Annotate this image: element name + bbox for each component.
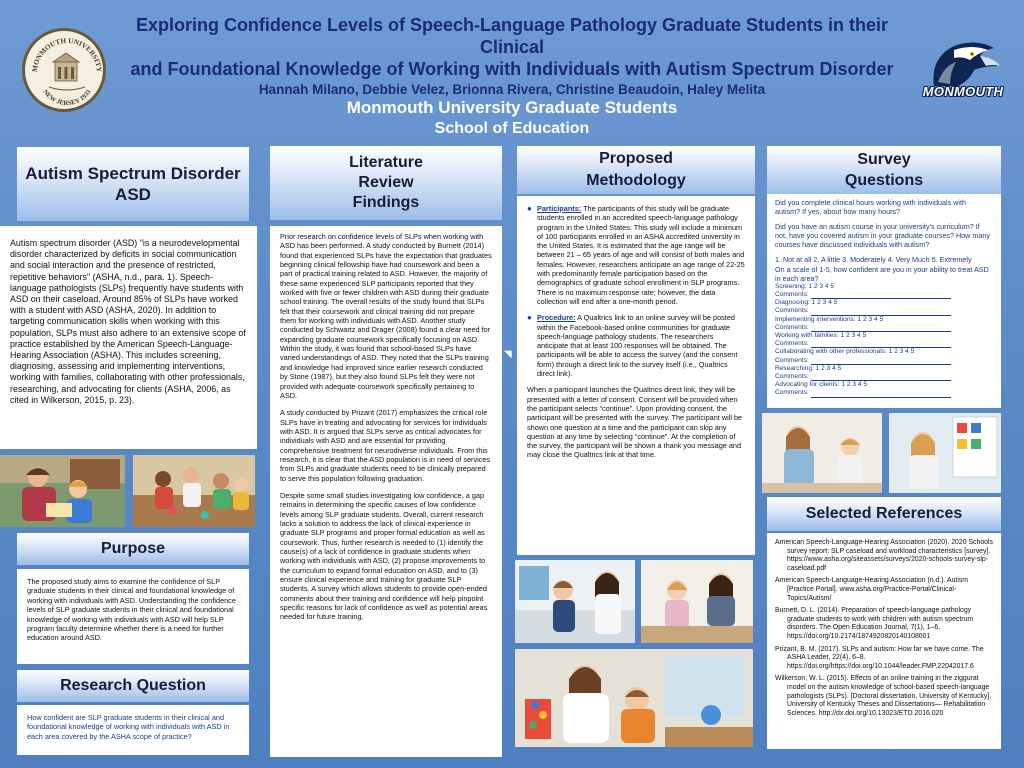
participants-label: Participants: — [537, 204, 582, 213]
bullet-icon: ● — [527, 313, 532, 323]
rating-area-5: Collaborating with other professionals: 1 2 3 4 5 — [775, 348, 915, 356]
asd-section-heading — [17, 147, 249, 221]
methodology-heading-line-1: Proposed — [599, 150, 673, 167]
poster-title-line-1: Exploring Confidence Levels of Speech-Language Pathology Graduate Students in their Clinical — [135, 15, 889, 57]
comments-label: Comments: — [775, 356, 809, 364]
svg-text:NEW JERSEY 1933 — [41, 88, 93, 107]
comments-row — [775, 291, 993, 299]
comments-label: Comments: — [775, 389, 809, 397]
comments-row — [775, 373, 993, 381]
purpose-section-heading: Purpose — [17, 533, 249, 565]
reference-item: American Speech-Language-Hearing Association (2020). 2020 Schools survey report: SLP caseload and workload characteristics [survey]. https://www.asha.org/siteassets/surveys/2020-schools-survey-slp-caseload.pdf — [775, 539, 993, 572]
literature-paragraph-2: A study conducted by Prizant (2017) emphasizes the critical role SLPs have in treating and advocating for services for individuals with ASD. It is argued that SLPs serve as critical advocates for individuals with ASD and are essential for providing comprehensive treatment for neurodiverse individuals. From this research, it is clear that the ASD population is in need of services from SLPs and graduate students need to be clinically prepared to serve this population following graduation. — [280, 408, 491, 483]
methodology-heading — [517, 146, 755, 194]
survey-heading-line-2: Questions — [844, 172, 924, 189]
participants-text: The participants of this study will be graduate students enrolled in an accredited speech-language pathology program in the United States. This study will include a minimum of 100 participants enrolled in an ASHA accredited university in the United States. It is estimated that the age range will be between 21 – 65 years of age and will consist of both males and females. However, researchers anticipate an age range of 22-25 with predominantly female participation based on the demographics of graduate school enrollment in SLP programs. There is no maximum response rate; however, the data collection will end after a one-month period. — [537, 204, 745, 306]
comments-row — [775, 340, 993, 348]
photo-girl-with-toys — [889, 413, 1001, 493]
literature-paragraph-3: Despite some small studies investigating low confidence, a gap remains in determining the specific causes of low confidence levels among SLP graduate students. Overall, current research lacks a solution to address the lack of clinical experience in graduate SLP programs and proper formal education as well as coursework. Thus, further research is needed to (1) identify the cause(s) of a lack of confidence in graduate students when working with individuals with ASD, (2) propose improvements to the curriculum to expand formal education on ASD, and to (3) ensure clinical experience and training for graduate SLP students. A survey which allows students to provide open-ended comments about their training and confidence will help pinpoint specific reasons for lack of confidence as well as potential areas needed for future training. — [280, 490, 488, 622]
literature-paragraph-1: Prior research on confidence levels of SLPs when working with ASD has been performed. A study conducted by Burnett (2014) found that experienced SLPs have the expectation that graduates beginning clinical fellowship have had coursework and been a part of practical training related to ASD. However, the majority of these same experienced SLP participants reported that they worked with five or fewer children with ASD during their graduate school training. The overall results of the study found that SLPs felt that their coursework and clinical training did not prepare them for working with individuals with ASD. Another study conducted by Schwartz and Drager (2008) found a clear need for expanding graduate coursework specifically focusing on ASD. Within the study, it was found that school-based SLPs have varied understandings of ASD. They noted that the SLPs training and knowledge had improved since earlier research conducted by Stone (1987), but they also found SLPs felt they were not provided with adequate coursework specifically pertaining to ASD. — [280, 232, 492, 400]
rating-area-3: Implementing interventions: 1 2 3 4 5 — [775, 315, 884, 323]
seal-text-bottom: NEW JERSEY 1933 — [41, 88, 93, 108]
comments-label: Comments: — [775, 372, 809, 380]
monmouth-hawk-logo — [914, 36, 1010, 106]
research-question-heading: Research Question — [17, 670, 249, 702]
comments-row — [775, 324, 993, 332]
literature-review-body — [270, 226, 502, 757]
photo-child-at-table — [641, 560, 753, 643]
literature-heading-line-1: Literature — [349, 154, 423, 171]
rating-area-6: Researching: 1 2 3 4 5 — [775, 364, 842, 372]
asd-heading-line-1: Autism Spectrum Disorder — [25, 164, 241, 183]
survey-question-2: Did you have an autism course in your university's curriculum? If not, have you covered autism in your graduate courses? How many courses have discussed individuals with autism? — [775, 222, 990, 250]
methodology-item-participants — [527, 204, 745, 306]
photo-therapist-child — [515, 560, 635, 643]
photo-therapy-session — [762, 413, 882, 493]
rating-area-2: Diagnosing: 1 2 3 4 5 — [775, 299, 838, 307]
comments-row — [775, 389, 993, 397]
methodology-list — [527, 204, 745, 378]
logo-wordmark: MONMOUTH — [922, 84, 1004, 99]
university-seal — [22, 28, 106, 112]
reference-item: Burnett, D. L. (2014). Preparation of speech-language pathology graduate students to work with children with autism spectrum disorders. The Open Education Journal, 7(1), 1–6. https://doi.org/10.2174/1874920820140108001 — [775, 607, 974, 640]
survey-questions-heading — [767, 146, 1001, 194]
asd-heading-line-2: ASD — [115, 185, 151, 204]
photo-children-reading — [0, 455, 125, 527]
methodology-closing: When a participant launches the Qualtrics direct link, they will be presented with a letter of consent. Consent will be provided when the participant selects “continue”. Upon providing consent, the participant will be presented with the survey. The participant will be shown one question at a time and the participant can skip any question at any time by selecting “continue”. At the completion of the survey, the participant will be shown a thank you message and may close the Qualtrics link at that time. — [527, 385, 743, 460]
survey-heading-line-1: Survey — [857, 151, 911, 168]
references-heading: Selected References — [767, 497, 1001, 531]
comments-label: Comments: — [775, 340, 809, 348]
survey-questions-body — [767, 194, 1001, 408]
rating-prompt: On a scale of 1-5, how confident are you in your ability to treat ASD in each area? — [775, 264, 989, 283]
literature-review-heading — [270, 146, 502, 220]
comments-row — [775, 357, 993, 365]
literature-heading-line-3: Findings — [352, 194, 420, 211]
author-list: Hannah Milano, Debbie Velez, Brionna Rivera, Christine Beaudoin, Haley Melita — [258, 82, 766, 97]
poster-header — [110, 14, 914, 139]
organization-line-2: School of Education — [434, 120, 590, 137]
comments-label: Comments: — [775, 307, 809, 315]
methodology-heading-line-2: Methodology — [586, 172, 686, 189]
methodology-body — [517, 196, 755, 555]
photo-teacher-and-boy — [515, 649, 753, 747]
reference-item: Wilkerson, W. L. (2015). Effects of an online training in the ziggurat model on the autism knowledge of school-based speech-language pathologists (SLPs). [Doctoral dissertation, University of Kentucky]. University of Kentucky Theses and Dissertations— Rehabilitation Sciences. http://dx.doi.org/10.13023/ETD.2016.020 — [775, 675, 992, 717]
survey-question-1: Did you complete clinical hours working with individuals with autism? If yes, about how many hours? — [775, 198, 966, 217]
references-body — [767, 533, 1001, 749]
purpose-section-body: The proposed study aims to examine the confidence of SLP graduate students in their clinical and foundational knowledge of working with individuals with ASD. Understanding the confidence levels of SLP graduate students in their clinical and foundational knowledge of working with individuals with ASD will help SLP program faculty determine whether there is a need for further education around ASD. — [17, 569, 249, 664]
procedure-text: A Qualtrics link to an online survey will be posted within the Facebook-based online communities for graduate speech-language pathology students. The researchers anticipate that at least 100 responses will be obtained. The participants will be able to access the survey (and the consent form) through a direct link to the survey itself (i.e., Qualtrics direct link). — [537, 313, 738, 379]
photo-classroom-group — [133, 455, 255, 527]
poster-title-line-2: and Foundational Knowledge of Working with Individuals with Autism Spectrum Disorder — [130, 59, 894, 79]
reference-item: American Speech-Language-Hearing Association (n.d.). Autism [Practice Portal]. www.asha.org/Practice-Portal/Clinical-Topics/Autism/ — [775, 577, 969, 602]
comments-line — [811, 359, 951, 365]
bullet-icon: ● — [527, 204, 532, 213]
comments-line — [811, 392, 951, 398]
comments-label: Comments: — [775, 290, 809, 298]
rating-area-7: Advocating for clients: 1 2 3 4 5 — [775, 381, 868, 389]
rating-area-1: Screening: 1 2 3 4 5 — [775, 282, 835, 290]
rating-area-4: Working with families: 1 2 3 4 5 — [775, 331, 867, 339]
speaker-icon: ◥ — [504, 349, 512, 360]
literature-heading-line-2: Review — [358, 174, 414, 191]
reference-item: Prizant, B. M. (2017). SLPs and autism: How far we have come. The ASHA Leader, 22(4), 6–8. https://doi.org/https://doi.org/10.1044/leader.FMP.22042017.6 — [775, 645, 984, 670]
comments-line — [811, 310, 951, 316]
seal-text-top: MONMOUTH UNIVERSITY — [30, 36, 104, 73]
comments-row — [775, 307, 993, 315]
organization-line-1: Monmouth University Graduate Students — [346, 98, 678, 117]
comments-label: Comments: — [775, 323, 809, 331]
methodology-item-procedure — [527, 313, 745, 378]
rating-scale: 1. Not at all 2. A little 3. Moderately 4. Very Much 5. Extremely — [775, 255, 972, 265]
rating-list — [775, 283, 993, 398]
research-question-body: How confident are SLP graduate students in their clinical and foundational knowledge of working with individuals with ASD in each area covered by the ASHA scope of practice? — [17, 705, 249, 755]
asd-section-body: Autism spectrum disorder (ASD) "is a neurodevelopmental disorder characterized by deficits in social communication and social interaction and the presence of restricted, repetitive behaviors" (ASHA, n.d., para. 1). Speech-language pathologists (SLPs) frequently have students with ASD on their caseload. Around 85% of SLPs have worked with a student with ASD (ASHA, 2020). In addition to targeting communication skills when working with this population, SLPs must also adhere to an extensive scope of practice established by the American Speech-Language-Hearing Association (ASHA). This includes screening, diagnosing, assessing and implementing interventions, working with families, collaborating with other professionals, researching, and advocating for clients (ASHA, 2006, as cited in Wilkerson, 2015, p. 23). — [0, 226, 257, 449]
procedure-label: Procedure: — [537, 313, 576, 323]
